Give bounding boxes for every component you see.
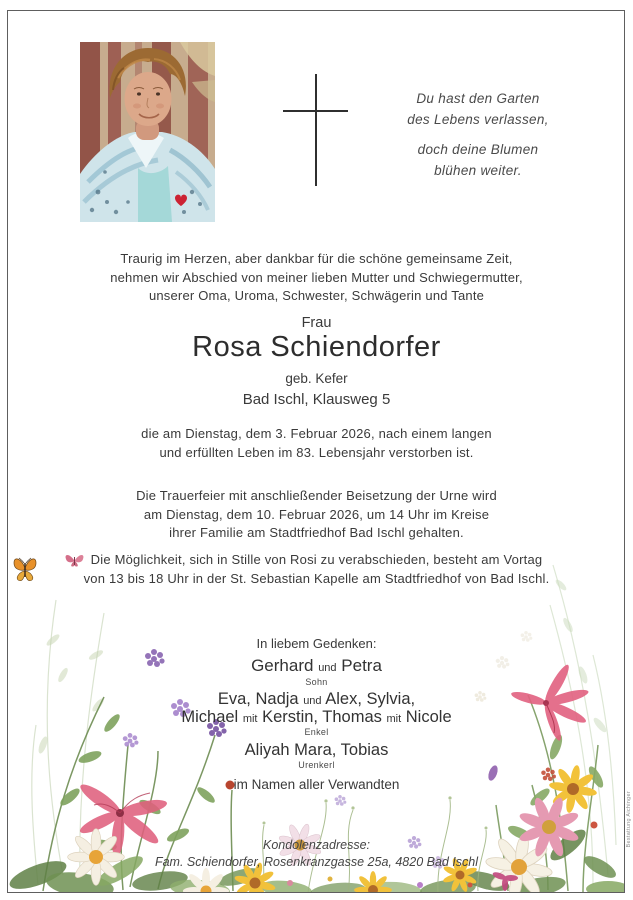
intro-line: Traurig im Herzen, aber dankbar für die schöne gemeinsame Zeit, (120, 251, 513, 266)
service-text (0, 487, 633, 543)
memorial-cross-vertical-bar (315, 74, 317, 186)
conjunction: und (318, 662, 337, 674)
mourner-name: Nicole (405, 708, 452, 726)
maiden-name: geb. Kefer (285, 371, 348, 386)
intro-text (0, 250, 633, 306)
service-line: Die Trauerfeier mit anschließender Beisetzung der Urne wird (136, 488, 497, 503)
deceased-name: Rosa Schiendorfer (192, 331, 441, 363)
verse-line: blühen weiter. (434, 163, 522, 178)
passing-text (0, 425, 633, 462)
intro-line: nehmen wir Abschied von meiner lieben Mutter und Schwiegermutter, (110, 269, 523, 285)
condolence-address: Fam. Schiendorfer, Rosenkranzgasse 25a, 4820 Bad Ischl (154, 855, 479, 869)
mourner-role: Sohn (305, 677, 328, 687)
residence: Bad Ischl, Klausweg 5 (242, 391, 391, 408)
farewell-text (0, 551, 633, 588)
mourner-son-line (0, 656, 633, 676)
verse (332, 88, 624, 181)
farewell-line: von 13 bis 18 Uhr in der St. Sebastian Kapelle am Stadtfriedhof von Bad Ischl. (83, 570, 550, 586)
verse-line: doch deine Blumen (417, 142, 539, 157)
service-line: am Dienstag, dem 10. Februar 2026, um 14 Uhr im Kreise (143, 506, 490, 522)
conjunction: mit (242, 713, 258, 725)
salutation: Frau (301, 315, 332, 331)
mourner-name: Kerstin, Thomas (262, 708, 382, 726)
passing-line: und erfüllten Leben im 83. Lebensjahr verstorben ist. (159, 444, 474, 460)
conjunction: und (303, 695, 322, 707)
mourner-role: Urenkerl (298, 760, 335, 770)
mourner-role: Enkel (304, 727, 329, 737)
passing-line: die am Dienstag, dem 3. Februar 2026, nach einem langen (141, 426, 492, 441)
service-line: ihrer Familie am Stadtfriedhof Bad Ischl gehalten. (169, 525, 464, 540)
mourner-name: Gerhard (251, 656, 314, 675)
funeral-home-credit: Bestattung Aichinger (626, 791, 632, 848)
mourner-name: Alex, Sylvia, (325, 690, 416, 708)
mourner-name: Michael (181, 708, 239, 726)
intro-line: unserer Oma, Uroma, Schwester, Schwägerin und Tante (148, 288, 485, 303)
memorial-heading: In liebem Gedenken: (256, 636, 377, 651)
condolence-label: Kondolenzadresse: (262, 838, 371, 852)
conjunction: mit (386, 713, 402, 725)
mourner-great-grandchildren-line: Aliyah Mara, Tobias (244, 741, 389, 759)
farewell-line: Die Möglichkeit, sich in Stille von Rosi zu verabschieden, besteht am Vortag (90, 552, 543, 567)
memorial-closing: im Namen aller Verwandten (233, 777, 400, 792)
verse-line: des Lebens verlassen, (407, 112, 549, 127)
portrait-photo (80, 42, 215, 222)
mourner-grandchildren-line-2 (0, 708, 633, 727)
mourner-grandchildren-line-1 (0, 690, 633, 709)
mourner-name: Petra (341, 656, 382, 675)
verse-line: Du hast den Garten (416, 91, 540, 106)
mourner-name: Eva, Nadja (217, 690, 299, 708)
